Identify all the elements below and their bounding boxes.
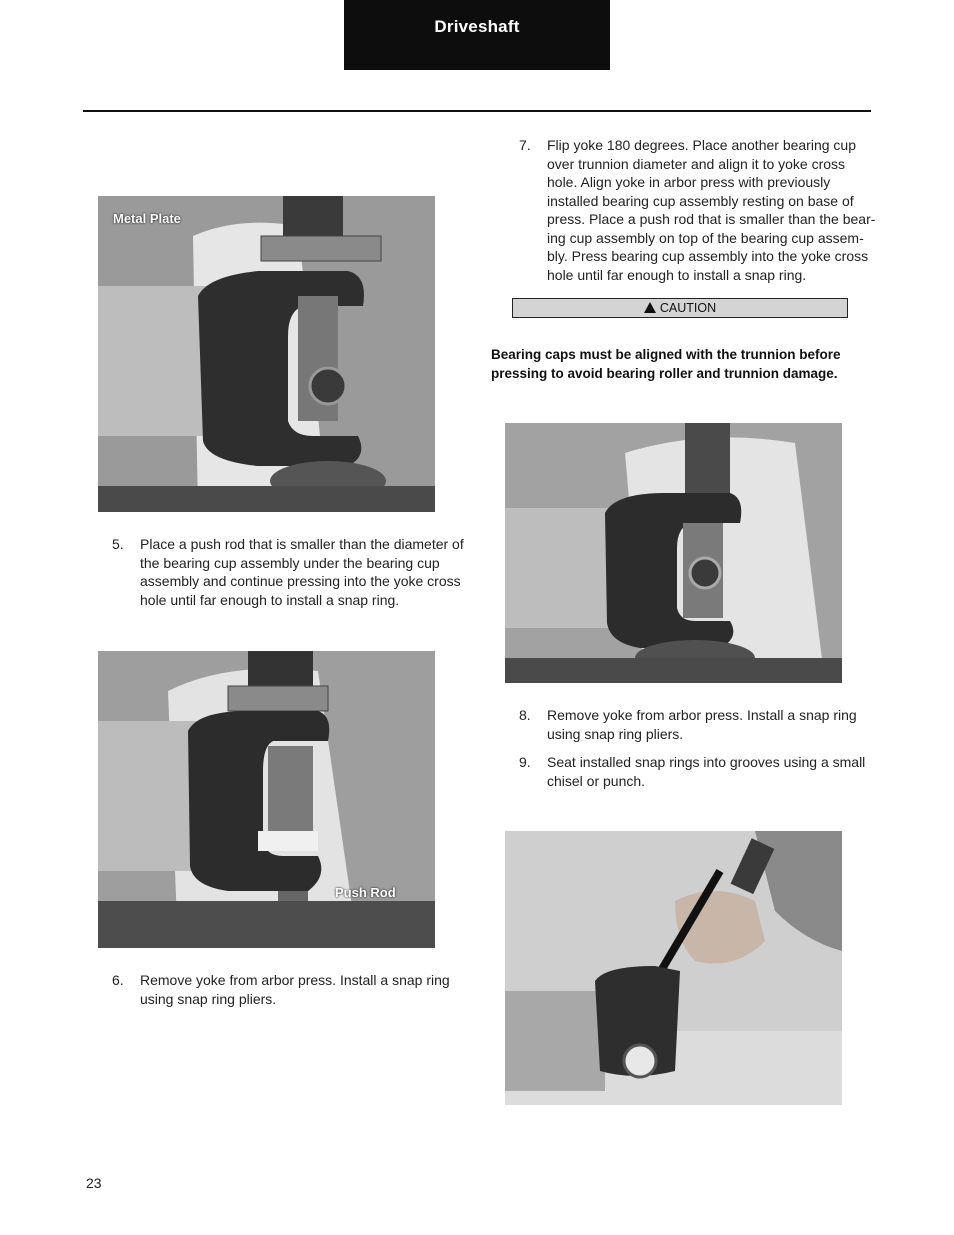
step-text-line: using snap ring pliers.	[140, 990, 277, 1007]
header-rule	[83, 110, 871, 112]
step-text-line: bly. Press bearing cup assembly into the yoke cross	[547, 248, 869, 264]
step-number: 7.	[519, 137, 531, 153]
step-text-line: hole until far enough to install a snap ring.	[547, 266, 807, 283]
step-text-line: press. Place a push rod that is smaller than the bear-	[547, 211, 876, 227]
step-number: 8.	[519, 707, 531, 723]
caution-label: CAUTION	[659, 301, 717, 315]
step-text-line: chisel or punch.	[547, 772, 646, 789]
step-number: 9.	[519, 754, 531, 770]
step-text-line: Remove yoke from arbor press. Install a snap ring	[547, 707, 857, 723]
photo-seating-snap-ring	[505, 831, 842, 1105]
step-text-line: using snap ring pliers.	[547, 725, 684, 742]
caution-note-line: pressing to avoid bearing roller and trunnion damage.	[491, 366, 838, 381]
photo-metal-plate	[98, 196, 435, 512]
photo-yoke-pressing	[505, 423, 842, 683]
section-title: Driveshaft	[434, 17, 520, 36]
push-rod-label: Push Rod	[335, 885, 396, 900]
page-number: 23	[86, 1175, 102, 1191]
metal-plate-label: Metal Plate	[113, 211, 181, 226]
section-header-tab	[344, 0, 610, 70]
step-text-line: Seat installed snap rings into grooves using a small	[547, 754, 866, 770]
step-text-line: Place a push rod that is smaller than the diameter of	[140, 536, 464, 552]
step-text-line: assembly and continue pressing into the yoke cross	[140, 573, 461, 589]
step-text-line: Flip yoke 180 degrees. Place another bearing cup	[547, 137, 856, 153]
step-number: 5.	[112, 536, 124, 552]
caution-note-line: Bearing caps must be aligned with the trunnion before	[491, 347, 841, 362]
step-text-line: ing cup assembly on top of the bearing cup assem-	[547, 229, 864, 246]
caution-banner	[512, 298, 848, 318]
step-text-line: installed bearing cup assembly resting on base of	[547, 192, 854, 209]
step-text-line: hole until far enough to install a snap ring.	[140, 591, 400, 608]
step-text-line: over trunnion diameter and align it to yoke cross	[547, 155, 846, 172]
step-number: 6.	[112, 972, 124, 988]
photo-push-rod	[98, 651, 435, 948]
caution-note	[491, 345, 861, 383]
step-text-line: hole. Align yoke in arbor press with previously	[547, 174, 831, 190]
step-text-line: the bearing cup assembly under the bearing cup	[140, 554, 440, 571]
step-text-line: Remove yoke from arbor press. Install a snap ring	[140, 972, 450, 988]
warning-triangle-icon	[644, 302, 656, 313]
